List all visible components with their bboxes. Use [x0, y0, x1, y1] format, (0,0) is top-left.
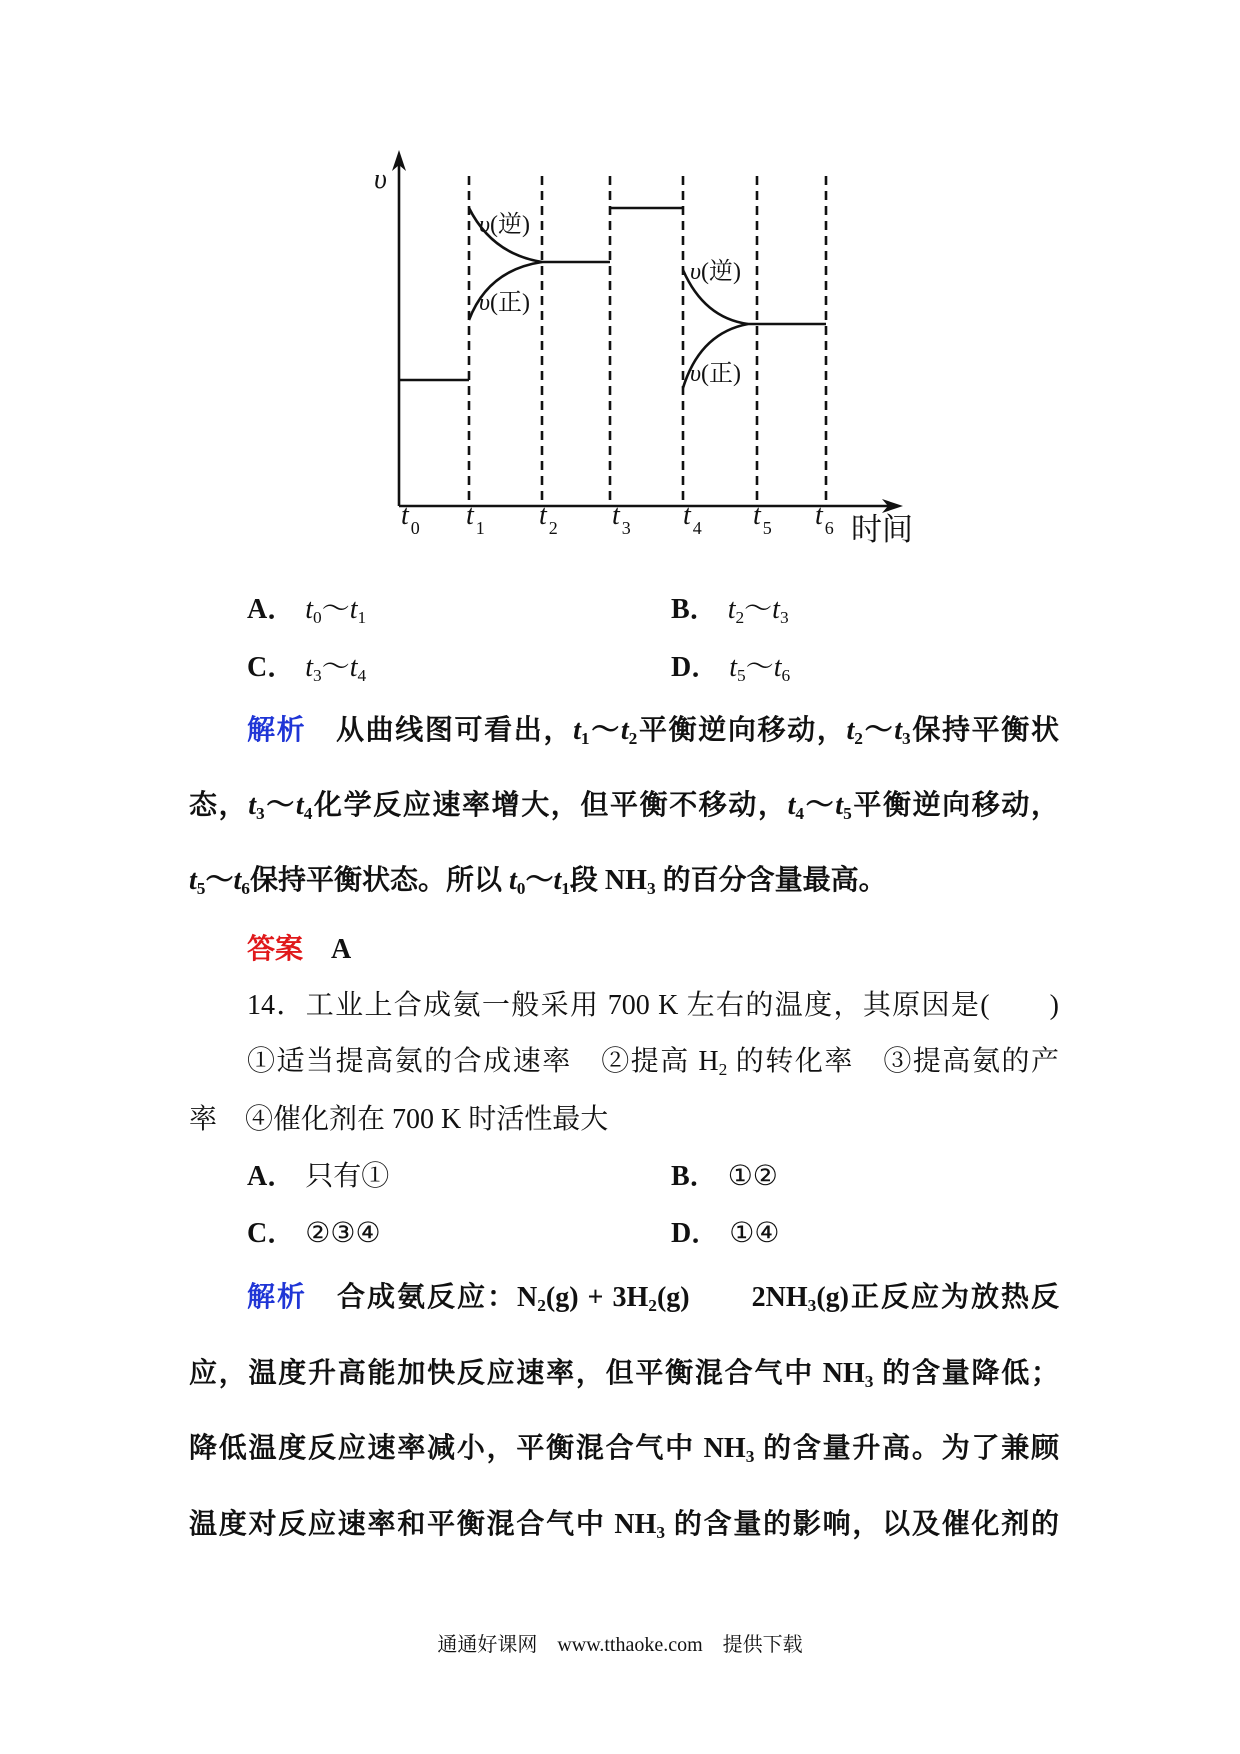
- subscript: 4: [692, 517, 702, 538]
- subscript: 5: [196, 878, 206, 898]
- subscript: 3: [256, 803, 265, 823]
- time-letter: t: [612, 500, 620, 531]
- subscript: 2: [628, 728, 638, 748]
- time-symbol: [305, 594, 321, 625]
- q13-option-a: [247, 592, 366, 628]
- time-symbol: [846, 715, 862, 746]
- text-run: (正): [701, 361, 741, 387]
- q14-stem-line-3: [189, 1102, 1059, 1138]
- time-symbol: [539, 500, 558, 538]
- analysis-label: 解析: [247, 1282, 307, 1313]
- time-symbol: [815, 500, 834, 538]
- text-run: 温度对反应速率和平衡混合气中 NH: [189, 1509, 657, 1540]
- subscript: 6: [824, 517, 834, 538]
- subscript: 3: [313, 665, 322, 685]
- time-symbol: [350, 594, 366, 625]
- curve-label-forward-1: [479, 289, 530, 317]
- subscript: 3: [646, 878, 656, 898]
- text-run: (g) 2NH: [656, 1282, 808, 1313]
- time-symbol: [612, 500, 631, 538]
- time-letter: t: [573, 715, 581, 746]
- text-run: 平衡逆向移动，: [637, 715, 847, 746]
- text-run: ～: [205, 865, 234, 896]
- subscript: 2: [854, 728, 863, 748]
- option-content: [729, 652, 790, 683]
- time-letter: t: [539, 500, 547, 531]
- q14-stem-line-1: [247, 988, 1059, 1024]
- rate-time-figure: [0, 0, 1240, 560]
- tick-label-t6: [815, 500, 834, 544]
- option-content: [305, 1218, 380, 1249]
- text-run: (g)正反应为放热反: [816, 1282, 1059, 1313]
- time-symbol: [553, 865, 569, 896]
- option-content: [729, 1218, 779, 1249]
- option-letter: A．: [247, 594, 296, 625]
- time-symbol: [189, 865, 205, 896]
- q13-option-d: [671, 650, 790, 686]
- text-run: 降低温度反应速率减小，平衡混合气中 NH: [189, 1433, 746, 1464]
- text-run: (g) + 3H: [545, 1282, 649, 1313]
- subscript: 3: [902, 728, 911, 748]
- text-run: 段 NH: [569, 865, 647, 896]
- time-letter: t: [620, 715, 629, 746]
- time-symbol: [835, 790, 851, 821]
- text-run: 平衡逆向移动，: [851, 790, 1059, 821]
- subscript: 3: [779, 607, 789, 627]
- analysis-2-line-2: [189, 1356, 1059, 1392]
- tick-label-t1: [466, 500, 485, 544]
- option-letter: A．: [247, 1161, 296, 1192]
- q14-stem-line-2: [247, 1044, 1059, 1080]
- text-run: ①适当提高氨的合成速率 ②提高 H: [247, 1046, 719, 1077]
- analysis-label: 解析: [247, 715, 307, 746]
- subscript: 1: [561, 878, 570, 898]
- time-letter: t: [295, 790, 304, 821]
- subscript: 2: [548, 517, 558, 538]
- text-run: ①②: [727, 1161, 778, 1192]
- page-footer: 通通好课网 www.tthaoke.com 提供下载: [437, 1634, 803, 1656]
- subscript: 2: [648, 1295, 657, 1315]
- time-letter: t: [189, 865, 197, 896]
- subscript: 1: [357, 607, 367, 627]
- subscript: 3: [656, 1522, 666, 1542]
- time-letter: t: [401, 500, 409, 531]
- time-letter: t: [894, 715, 903, 746]
- y-axis-label: [374, 165, 387, 195]
- option-content: [305, 594, 366, 625]
- text-run: 的百分含量最高。: [655, 865, 887, 896]
- time-letter: t: [305, 652, 314, 683]
- time-symbol: [894, 715, 910, 746]
- curve-label-reverse-1: [479, 211, 530, 239]
- time-symbol: [248, 790, 264, 821]
- text-run: ～: [744, 594, 773, 625]
- analysis-1-line-3: [189, 863, 1059, 899]
- subscript: 0: [410, 517, 420, 538]
- text-run: ～: [589, 715, 621, 746]
- tick-label-t5: [753, 500, 772, 544]
- time-letter: t: [683, 500, 691, 531]
- q14-option-b: [671, 1159, 778, 1195]
- curve-label-reverse-2: [690, 258, 741, 286]
- subscript: 3: [864, 1371, 874, 1391]
- text-run: ～: [321, 652, 350, 683]
- analysis-2-line-3: [189, 1431, 1059, 1467]
- text-run: 的含量的影响，以及催化剂的: [665, 1509, 1059, 1540]
- subscript: 6: [781, 665, 791, 685]
- time-letter: t: [305, 594, 314, 625]
- text-run: ～: [321, 594, 350, 625]
- tick-label-t2: [539, 500, 558, 544]
- time-letter: t: [349, 652, 358, 683]
- option-content: [728, 594, 789, 625]
- italic-symbol: υ: [374, 164, 387, 195]
- option-letter: B．: [671, 594, 718, 625]
- time-symbol: [683, 500, 702, 538]
- option-content: [728, 1161, 778, 1192]
- italic-symbol: υ: [479, 290, 491, 316]
- time-letter: t: [815, 500, 823, 531]
- option-letter: C．: [247, 652, 296, 683]
- text-run: 的转化率 ③提高氨的产: [727, 1046, 1059, 1077]
- text-run: 保持平衡状: [910, 715, 1059, 746]
- text-run: 的含量降低；: [873, 1358, 1059, 1389]
- q14-option-d: [671, 1216, 779, 1252]
- subscript: 3: [745, 1446, 755, 1466]
- analysis-2-line-4: [189, 1507, 1059, 1543]
- subscript: 4: [357, 665, 367, 685]
- subscript: 5: [737, 665, 746, 685]
- text-run: 化学反应速率增大，但平衡不移动，: [312, 790, 788, 821]
- subscript: 5: [843, 803, 852, 823]
- analysis-2-line-1: [247, 1280, 1059, 1316]
- subscript: 3: [621, 517, 631, 538]
- time-letter: t: [846, 715, 855, 746]
- subscript: 6: [241, 878, 250, 898]
- time-letter: t: [248, 790, 256, 821]
- time-letter: t: [835, 790, 844, 821]
- text-run: 应，温度升高能加快反应速率，但平衡混合气中 NH: [189, 1358, 865, 1389]
- text-run: ①④: [729, 1218, 780, 1249]
- italic-symbol: υ: [479, 212, 491, 238]
- text-run: (正): [490, 290, 530, 316]
- text-run: 14．工业上合成氨一般采用 700 K 左右的温度，其原因是( ): [247, 990, 1059, 1021]
- text-run: ～: [862, 715, 895, 746]
- subscript: 0: [313, 607, 322, 627]
- text-run: 保持平衡状态。所以: [249, 865, 509, 896]
- option-content: [305, 652, 366, 683]
- italic-symbol: υ: [690, 361, 702, 387]
- time-letter: t: [753, 500, 761, 531]
- text-run: 率 ④催化剂在 700 K 时活性最大: [189, 1104, 609, 1135]
- time-symbol: [573, 715, 589, 746]
- text-run: 只有①: [305, 1161, 390, 1192]
- time-symbol: [729, 652, 745, 683]
- time-letter: t: [772, 594, 780, 625]
- text-run: ②③④: [305, 1218, 381, 1249]
- time-symbol: [466, 500, 485, 538]
- text-run: 的含量升高。为了兼顾: [754, 1433, 1059, 1464]
- tick-label-t4: [683, 500, 702, 544]
- time-letter: t: [349, 594, 358, 625]
- option-content: [305, 1161, 389, 1192]
- analysis-1-line-2: [189, 788, 1059, 824]
- x-axis-label: 时间: [851, 512, 913, 547]
- subscript: 0: [516, 878, 526, 898]
- subscript: 1: [475, 517, 485, 538]
- subscript: 4: [303, 803, 313, 823]
- subscript: 2: [718, 1059, 728, 1079]
- text-run: 合成氨反应：N: [307, 1282, 538, 1313]
- time-letter: t: [729, 652, 738, 683]
- text-run: (逆): [701, 259, 741, 285]
- q13-option-c: [247, 650, 366, 686]
- option-letter: D．: [671, 652, 720, 683]
- subscript: 3: [807, 1295, 817, 1315]
- option-letter: B．: [671, 1161, 718, 1192]
- time-symbol: [728, 594, 744, 625]
- subscript: 1: [580, 728, 590, 748]
- time-symbol: [621, 715, 637, 746]
- answer-value: A: [331, 934, 352, 965]
- text-run: ～: [264, 790, 296, 821]
- answer-spacer: [303, 934, 331, 965]
- time-symbol: [401, 500, 420, 538]
- time-letter: t: [787, 790, 796, 821]
- time-letter: t: [727, 594, 736, 625]
- answer-line: [247, 932, 647, 968]
- q14-option-c: [247, 1216, 381, 1252]
- time-symbol: [296, 790, 312, 821]
- tick-label-t3: [612, 500, 631, 544]
- time-symbol: [305, 652, 321, 683]
- time-symbol: [788, 790, 804, 821]
- time-symbol: [233, 865, 249, 896]
- curve-label-forward-2: [690, 360, 741, 388]
- text-run: 从曲线图可看出，: [306, 715, 574, 746]
- text-run: 态，: [189, 790, 249, 821]
- time-symbol: [753, 500, 772, 538]
- time-letter: t: [233, 865, 242, 896]
- q14-option-a: [247, 1159, 389, 1195]
- time-letter: t: [553, 865, 562, 896]
- subscript: 4: [795, 803, 805, 823]
- option-letter: C．: [247, 1218, 296, 1249]
- q13-option-b: [671, 592, 789, 628]
- time-symbol: [774, 652, 790, 683]
- time-symbol: [509, 865, 525, 896]
- time-symbol: [772, 594, 788, 625]
- time-symbol: [350, 652, 366, 683]
- answer-label: 答案: [247, 934, 304, 965]
- italic-symbol: υ: [690, 259, 702, 285]
- time-letter: t: [466, 500, 474, 531]
- option-letter: D．: [671, 1218, 720, 1249]
- text-run: ～: [525, 865, 554, 896]
- text-run: ～: [804, 790, 836, 821]
- analysis-1-line-1: [247, 713, 1059, 749]
- time-letter: t: [773, 652, 782, 683]
- subscript: 5: [762, 517, 772, 538]
- tick-label-t0: [401, 500, 420, 544]
- subscript: 2: [735, 607, 745, 627]
- time-letter: t: [508, 865, 517, 896]
- text-run: (逆): [490, 212, 530, 238]
- subscript: 2: [537, 1295, 546, 1315]
- text-run: ～: [745, 652, 774, 683]
